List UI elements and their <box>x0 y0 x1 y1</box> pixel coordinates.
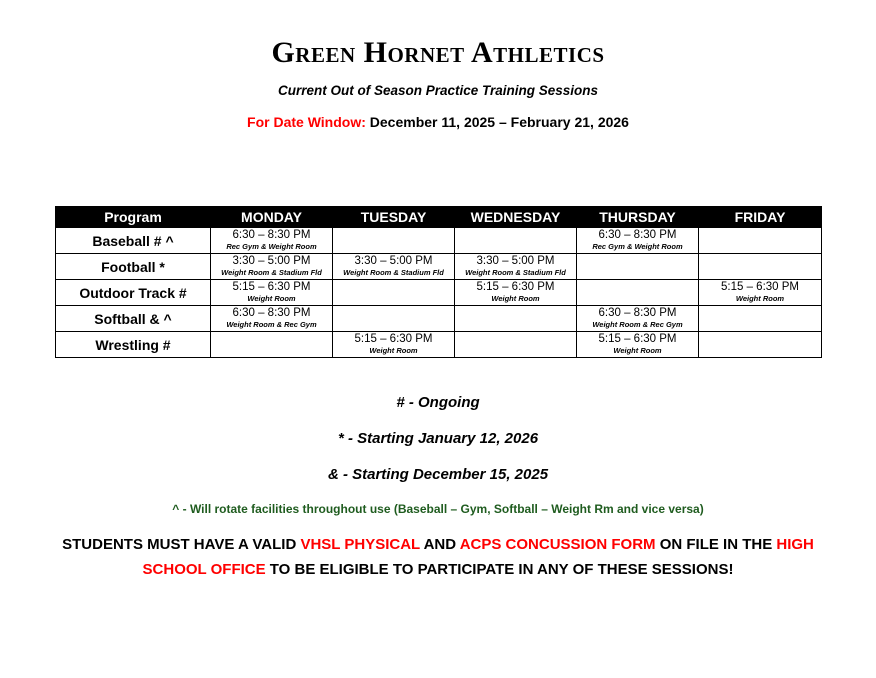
session-cell <box>577 280 699 306</box>
session-location: Rec Gym & Weight Room <box>592 242 683 251</box>
session-cell <box>211 228 333 254</box>
table-row <box>56 306 822 332</box>
session-cell <box>577 306 699 332</box>
session-time: 3:30 – 5:00 PM <box>476 255 555 267</box>
session-location: Weight Room <box>613 346 662 355</box>
legend-starting-december: & - Starting December 15, 2025 <box>327 466 549 483</box>
program-cell: Wrestling # <box>56 332 211 358</box>
session-cell <box>699 280 822 306</box>
session-cell <box>455 254 577 280</box>
session-cell <box>211 306 333 332</box>
warning-concussion-form: ACPS CONCUSSION FORM <box>459 536 656 553</box>
table-header-row <box>56 207 822 228</box>
header-thursday: THURSDAY <box>577 207 699 228</box>
legend-starting-january: * - Starting January 12, 2026 <box>337 430 539 447</box>
session-cell <box>333 254 455 280</box>
session-cell <box>699 228 822 254</box>
session-location: Weight Room & Rec Gym <box>226 320 317 329</box>
program-cell: Baseball # ^ <box>56 228 211 254</box>
session-location: Weight Room & Stadium Fld <box>465 268 566 277</box>
session-time: 6:30 – 8:30 PM <box>232 229 311 241</box>
warning-text: STUDENTS MUST HAVE A VALID <box>62 536 301 553</box>
session-time: 5:15 – 6:30 PM <box>721 281 799 293</box>
session-time: 6:30 – 8:30 PM <box>232 307 311 319</box>
session-cell <box>455 280 577 306</box>
session-location: Weight Room & Stadium Fld <box>221 268 322 277</box>
session-cell <box>699 306 822 332</box>
session-location: Weight Room & Rec Gym <box>592 320 683 329</box>
date-window-range: December 11, 2025 – February 21, 2026 <box>369 114 629 130</box>
session-time: 6:30 – 8:30 PM <box>598 229 677 241</box>
date-window <box>0 114 876 130</box>
session-cell <box>333 332 455 358</box>
session-time: 5:15 – 6:30 PM <box>354 333 433 345</box>
eligibility-warning <box>40 532 836 582</box>
session-location: Rec Gym & Weight Room <box>226 242 317 251</box>
session-cell <box>699 332 822 358</box>
warning-text: TO BE ELIGIBLE TO PARTICIPATE IN ANY OF THESE SESSIONS! <box>265 561 734 578</box>
session-location: Weight Room & Stadium Fld <box>343 268 444 277</box>
session-cell <box>455 332 577 358</box>
session-time: 3:30 – 5:00 PM <box>354 255 433 267</box>
program-cell: Outdoor Track # <box>56 280 211 306</box>
session-cell <box>211 254 333 280</box>
table-row <box>56 280 822 306</box>
header-friday: FRIDAY <box>699 207 822 228</box>
warning-office: HIGH SCHOOL OFFICE <box>142 536 814 578</box>
program-cell: Football * <box>56 254 211 280</box>
session-time: 6:30 – 8:30 PM <box>598 307 677 319</box>
session-cell <box>455 228 577 254</box>
session-time: 5:15 – 6:30 PM <box>476 281 555 293</box>
session-cell <box>577 228 699 254</box>
table-row <box>56 332 822 358</box>
session-location: Weight Room <box>369 346 418 355</box>
header-wednesday: WEDNESDAY <box>455 207 577 228</box>
session-time: 3:30 – 5:00 PM <box>232 255 311 267</box>
session-location: Weight Room <box>735 294 785 303</box>
table-row <box>56 254 822 280</box>
session-cell <box>455 306 577 332</box>
warning-text: ON FILE IN THE <box>655 536 777 553</box>
warning-physical: VHSL PHYSICAL <box>300 536 420 553</box>
session-time: 5:15 – 6:30 PM <box>598 333 677 345</box>
session-cell <box>577 332 699 358</box>
legend-ongoing: # - Ongoing <box>396 394 480 411</box>
page-title: Green Hornet Athletics <box>271 36 605 69</box>
session-location: Weight Room <box>491 294 540 303</box>
page-subtitle: Current Out of Season Practice Training Sessions <box>277 83 599 98</box>
session-cell <box>211 332 333 358</box>
session-time: 5:15 – 6:30 PM <box>232 281 311 293</box>
session-cell <box>333 306 455 332</box>
header-monday: MONDAY <box>211 207 333 228</box>
rotation-note: ^ - Will rotate facilities throughout use (Baseball – Gym, Softball – Weight Rm and vice versa) <box>172 502 704 516</box>
session-location: Weight Room <box>247 294 296 303</box>
table-row <box>56 228 822 254</box>
session-cell <box>211 280 333 306</box>
date-window-label: For Date Window: <box>247 114 366 130</box>
program-cell: Softball & ^ <box>56 306 211 332</box>
schedule-table <box>55 206 822 358</box>
warning-text: AND <box>419 536 460 553</box>
header-tuesday: TUESDAY <box>333 207 455 228</box>
session-cell <box>333 280 455 306</box>
session-cell <box>333 228 455 254</box>
session-cell <box>699 254 822 280</box>
session-cell <box>577 254 699 280</box>
header-program: Program <box>56 207 211 228</box>
